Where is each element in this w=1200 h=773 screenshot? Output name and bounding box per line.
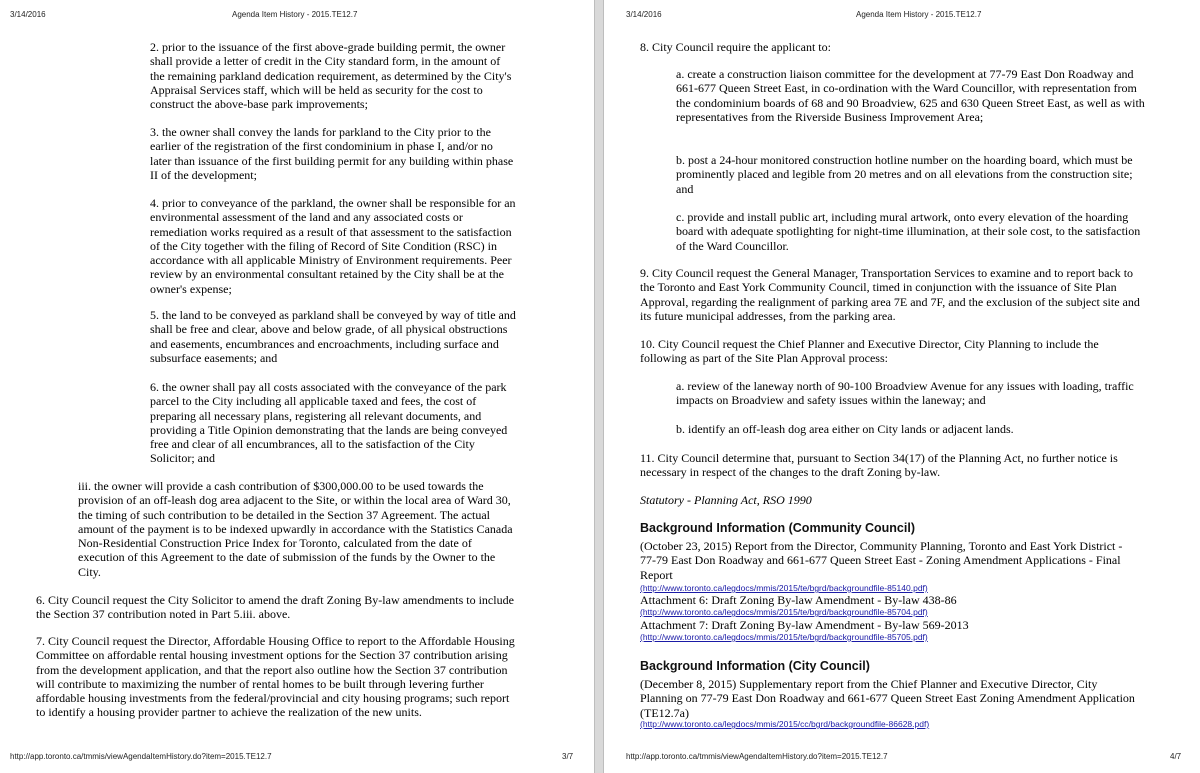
paragraph: 10. City Council request the Chief Planner and Executive Director, City Planning to include the following as part of the Site Plan Approval process: <box>640 337 1099 366</box>
page-gutter <box>594 0 604 773</box>
header-date: 3/14/2016 <box>626 10 662 19</box>
paragraph: 8. City Council require the applicant to: <box>640 40 831 54</box>
footer-url: http://app.toronto.ca/tmmis/viewAgendaItemHistory.do?item=2015.TE12.7 <box>626 752 888 761</box>
paragraph: 6. the owner shall pay all costs associated with the conveyance of the park parcel to the City including all applicable taxed and fees, the cost of preparing all necessary plans, registering all relevant documents, and providing a Title Opinion demonstrating that the lands are being conveyed free and clear of all encumbrances, all to the satisfaction of the City Solicitor; and <box>150 380 508 466</box>
paragraph: b. identify an off-leash dog area either on City lands or adjacent lands. <box>676 422 1014 436</box>
attachment-7: Attachment 7: Draft Zoning By-law Amendment - By-law 569-2013 <box>640 618 969 632</box>
attachment-6-link[interactable] <box>640 607 928 617</box>
paragraph: 9. City Council request the General Manager, Transportation Services to examine and to report back to the Toronto and East York Community Council, timed in conjunction with the issuance of Site Plan Approval, regarding the realignment of parking area 7E and 7F, and the exclusion of the subject site and its future municipal addresses, from the parking area. <box>640 266 1140 323</box>
link-text[interactable]: (http://www.toronto.ca/legdocs/mmis/2015/te/bgrd/backgroundfile-85705.pdf) <box>640 632 928 642</box>
link-text[interactable]: (http://www.toronto.ca/legdocs/mmis/2015/te/bgrd/backgroundfile-85140.pdf) <box>640 583 928 593</box>
document-page-3 <box>0 0 594 773</box>
paragraph: b. post a 24-hour monitored construction hotline number on the hoarding board, which must be prominently placed and legible from 20 metres and on all elevations from the construction site; and <box>676 153 1133 196</box>
header-date: 3/14/2016 <box>10 10 46 19</box>
paragraph: c. provide and install public art, including mural artwork, onto every elevation of the hoarding board with adequate spotlighting for night-time illumination, at their sole cost, to the satisfaction of the Ward Councillor. <box>676 210 1141 253</box>
page-number: 3/7 <box>562 752 574 761</box>
statutory-note: Statutory - Planning Act, RSO 1990 <box>640 493 812 507</box>
paragraph: 4. prior to conveyance of the parkland, the owner shall be responsible for an environmental assessment of the land and any associated costs or remediation works required as a result of that assessment to the satisfaction of the City together with the filing of Record of Site Condition (RSC) in accordance with all applicable Ministry of Environment requirements. Peer review by an environmental consultant retained by the City shall be at the owner's expense; <box>150 196 516 296</box>
page-number: 4/7 <box>1170 752 1182 761</box>
background-link[interactable] <box>640 719 929 729</box>
section-heading: Background Information (City Council) <box>640 659 870 673</box>
header-title: Agenda Item History - 2015.TE12.7 <box>232 10 358 19</box>
paragraph: 5. the land to be conveyed as parkland shall be conveyed by way of title and shall be free and clear, above and below grade, of all physical obstructions and easements, encumbrances and encroachments, including surface and subsurface easements; and <box>150 308 516 365</box>
background-link[interactable] <box>640 583 928 593</box>
paragraph: 6. City Council request the City Solicitor to amend the draft Zoning By-law amendments to include the Section 37 contribution noted in Part 5.iii. above. <box>36 593 514 622</box>
link-text[interactable]: (http://www.toronto.ca/legdocs/mmis/2015/te/bgrd/backgroundfile-85704.pdf) <box>640 607 928 617</box>
paragraph: 11. City Council determine that, pursuant to Section 34(17) of the Planning Act, no further notice is necessary in respect of the changes to the draft Zoning by-law. <box>640 451 1118 480</box>
background-report: (October 23, 2015) Report from the Director, Community Planning, Toronto and East York District - 77-79 East Don Roadway and 661-677 Queen Street East - Zoning Amendment Applications - Final Report <box>640 539 1123 582</box>
attachment-7-link[interactable] <box>640 632 928 642</box>
paragraph: 7. City Council request the Director, Affordable Housing Office to report to the Affordable Housing Committee on affordable rental housing investment options for the Section 37 contribution arising from the development application, and that the report also outline how the Section 37 contribution will contribute to maximizing the number of rental homes to be built through levering further affordable housing investments from the federal/provincial and city housing programs; such report to identify a housing provider partner to achieve the realization of the new units. <box>36 634 515 720</box>
paragraph: 3. the owner shall convey the lands for parkland to the City prior to the earlier of the registration of the first condominium in phase I, and/or no later than issuance of the first building permit for any building within phase II of the development; <box>150 125 514 182</box>
paragraph: 2. prior to the issuance of the first above-grade building permit, the owner shall provide a letter of credit in the City standard form, in the amount of the remaining parkland dedication requirement, as determined by the City's Appraisal Services staff, which will be held as security for the cost to construct the above-base park improvements; <box>150 40 512 112</box>
document-page-4 <box>604 0 1200 773</box>
link-text[interactable]: (http://www.toronto.ca/legdocs/mmis/2015/cc/bgrd/backgroundfile-86628.pdf) <box>640 719 930 729</box>
paragraph: a. review of the laneway north of 90-100 Broadview Avenue for any issues with loading, traffic impacts on Broadview and safety issues within the laneway; and <box>676 379 1134 408</box>
paragraph: iii. the owner will provide a cash contribution of $300,000.00 to be used towards the provision of an off-leash dog area adjacent to the Site, or within the local area of Ward 30, the timing of such contribution to be detailed in the Section 37 Agreement. The actual amount of the payment is to be indexed upwardly in accordance with the Statistics Canada Non-Residential Construction Price Index for Toronto, calculated from the date of execution of this Agreement to the date of submission of the funds by the Owner to the City. <box>78 479 513 579</box>
footer-url: http://app.toronto.ca/tmmis/viewAgendaItemHistory.do?item=2015.TE12.7 <box>10 752 272 761</box>
background-report: (December 8, 2015) Supplementary report from the Chief Planner and Executive Director, City Planning on 77-79 East Don Roadway and 661-677 Queen Street East Zoning Amendment Application (TE12.7a) <box>640 677 1135 720</box>
section-heading: Background Information (Community Council) <box>640 521 915 535</box>
paragraph: a. create a construction liaison committee for the development at 77-79 East Don Roadway and 661-677 Queen Street East, in co-ordination with the Ward Councillor, with representation from the condominium boards of 68 and 90 Broadview, 625 and 630 Queen Street East, as well as with representatives from the Riverside Business Improvement Area; <box>676 67 1145 124</box>
attachment-6: Attachment 6: Draft Zoning By-law Amendment - By-law 438-86 <box>640 593 957 607</box>
header-title: Agenda Item History - 2015.TE12.7 <box>856 10 982 19</box>
